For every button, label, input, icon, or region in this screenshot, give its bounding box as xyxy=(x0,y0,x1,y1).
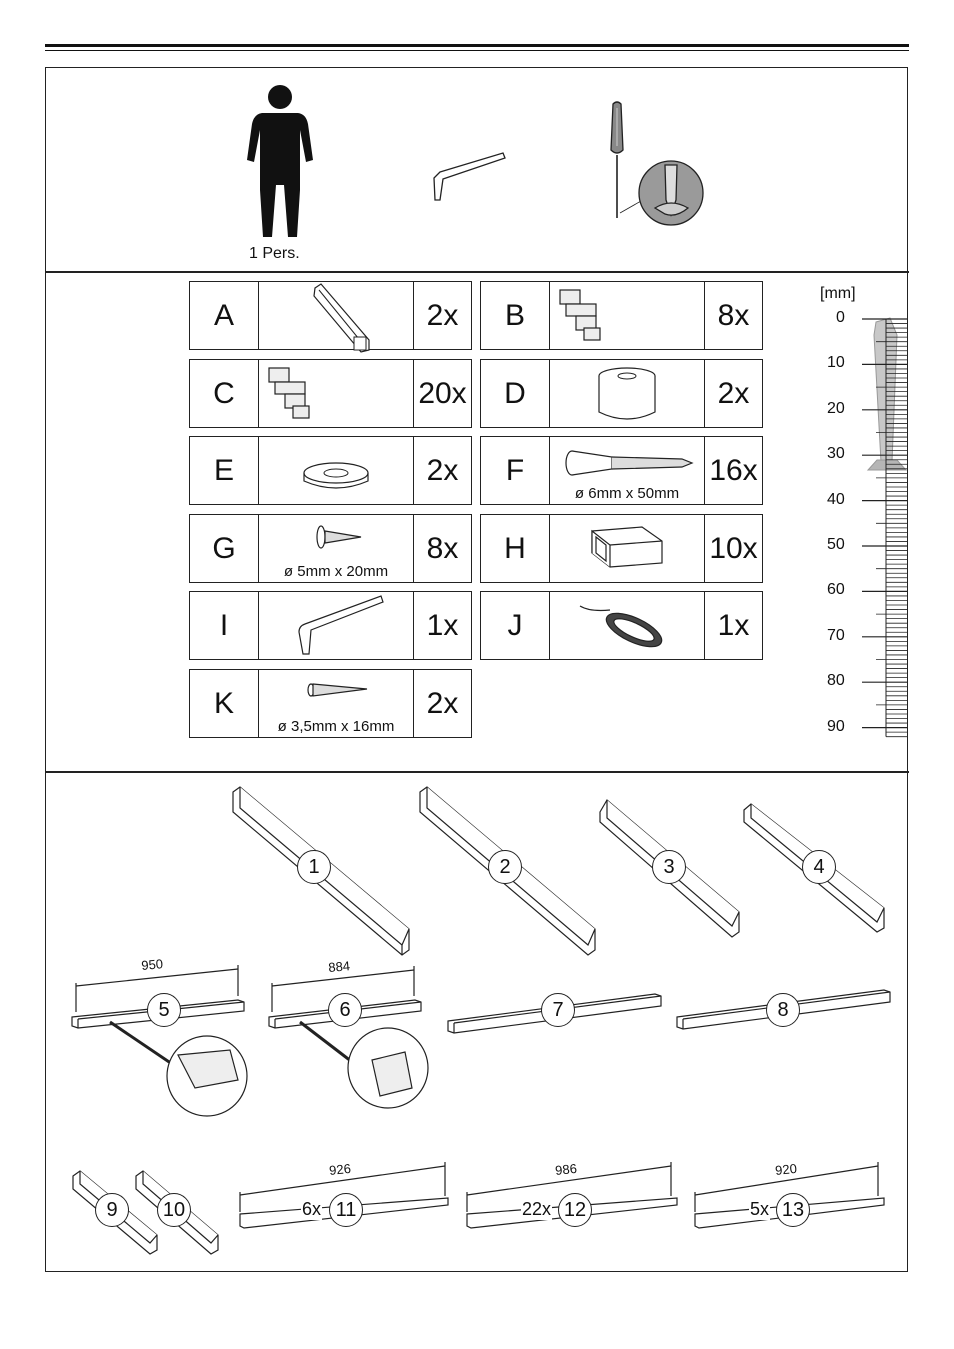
part-quantity: 1x xyxy=(717,608,750,642)
part-quantity: 8x xyxy=(426,531,459,565)
part-quantity: 2x xyxy=(426,686,459,720)
part-letter: D xyxy=(481,360,550,427)
part-letter: E xyxy=(190,437,259,504)
part-letter: J xyxy=(481,592,550,659)
part-size-caption: ø 3,5mm x 16mm xyxy=(277,718,395,735)
part-quantity: 1x xyxy=(426,608,459,642)
component-number-12: 12 xyxy=(558,1193,592,1227)
component-dimension-label: 986 xyxy=(554,1160,578,1178)
component-number-11: 11 xyxy=(329,1193,363,1227)
beam-5 xyxy=(72,965,247,1116)
scale-tick-label: 90 xyxy=(827,717,845,735)
scale-unit-label: [mm] xyxy=(820,285,856,302)
part-letter: C xyxy=(190,360,259,427)
persons-label: 1 Pers. xyxy=(249,245,300,262)
part-quantity: 10x xyxy=(709,531,758,565)
scale-tick-label: 10 xyxy=(827,354,845,372)
component-dimension-label: 926 xyxy=(328,1160,352,1178)
part-quantity: 8x xyxy=(717,298,750,332)
part-quantity: 2x xyxy=(426,453,459,487)
part-letter: K xyxy=(190,670,259,737)
component-number-1: 1 xyxy=(297,850,331,884)
part-letter: F xyxy=(481,437,550,504)
component-dimension-label: 950 xyxy=(140,956,164,973)
component-dimension-label: 884 xyxy=(327,958,351,975)
part-letter: G xyxy=(190,515,259,582)
part-quantity: 20x xyxy=(418,376,467,410)
scale-tick-label: 0 xyxy=(836,309,845,326)
component-number-6: 6 xyxy=(328,993,362,1027)
component-number-3: 3 xyxy=(652,850,686,884)
scale-tick-label: 30 xyxy=(827,445,845,463)
component-dimension-label: 920 xyxy=(774,1160,798,1178)
scale-tick-label: 50 xyxy=(827,536,845,553)
component-quantity-label: 5x xyxy=(750,1199,770,1219)
component-number-13: 13 xyxy=(776,1193,810,1227)
component-number-2: 2 xyxy=(488,850,522,884)
beam-6 xyxy=(269,966,428,1108)
scale-tick-label: 60 xyxy=(827,581,845,599)
component-number-4: 4 xyxy=(802,850,836,884)
part-quantity: 2x xyxy=(426,298,459,332)
part-quantity: 16x xyxy=(709,453,758,487)
component-number-5: 5 xyxy=(147,993,181,1027)
component-number-7: 7 xyxy=(541,993,575,1027)
part-quantity: 2x xyxy=(717,376,750,410)
component-quantity-label: 22x xyxy=(522,1199,552,1219)
part-letter: A xyxy=(190,282,259,349)
component-quantity-label: 6x xyxy=(302,1199,322,1219)
component-number-9: 9 xyxy=(95,1193,129,1227)
part-size-caption: ø 5mm x 20mm xyxy=(283,563,389,580)
part-letter: I xyxy=(190,592,259,659)
scale-tick-label: 20 xyxy=(827,399,845,417)
component-number-8: 8 xyxy=(766,993,800,1027)
part-letter: H xyxy=(481,515,550,582)
part-size-caption: ø 6mm x 50mm xyxy=(574,485,680,502)
scale-tick-label: 70 xyxy=(827,626,845,644)
scale-tick-label: 80 xyxy=(827,672,845,690)
part-letter: B xyxy=(481,282,550,349)
scale-tick-label: 40 xyxy=(827,490,845,508)
component-number-10: 10 xyxy=(157,1193,191,1227)
